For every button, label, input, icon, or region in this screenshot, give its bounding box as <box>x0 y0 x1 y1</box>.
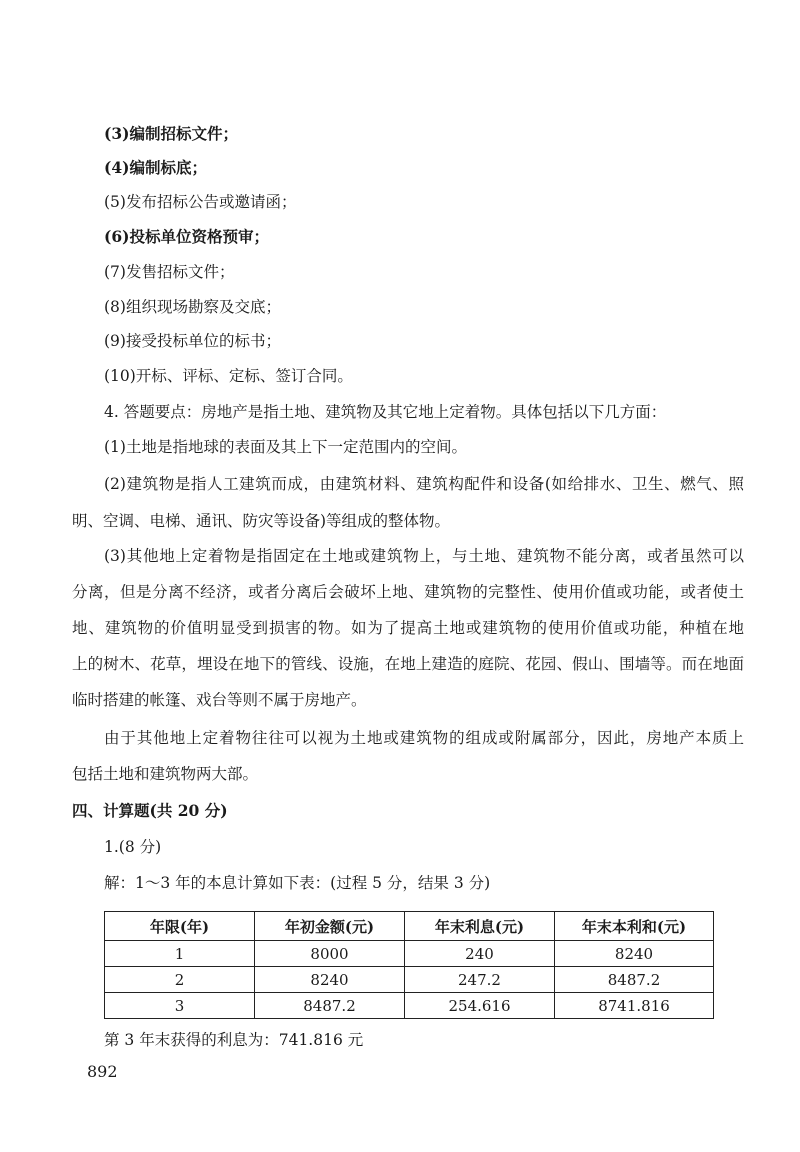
table-cell: 240 <box>405 941 555 967</box>
table-cell: 8487.2 <box>255 993 405 1019</box>
answer-4-item-3-line: (3)其他地上定着物是指固定在土地或建筑物上，与土地、建筑物不能分离，或者虽然可以 <box>104 547 744 565</box>
answer-4-item-2-line: 明、空调、电梯、通讯、防灾等设备)等组成的整体物。 <box>72 512 451 530</box>
answer-4-summary-line: 包括土地和建筑物两大部。 <box>72 765 259 783</box>
table-cell: 8741.816 <box>555 993 714 1019</box>
table-header-cell: 年末本利和(元) <box>555 912 714 941</box>
step-item: (9)接受投标单位的标书； <box>104 332 281 350</box>
step-item: (6)投标单位资格预审； <box>104 227 269 246</box>
section-heading: 四、计算题(共 20 分) <box>72 801 228 820</box>
table-cell: 247.2 <box>405 967 555 993</box>
table-cell: 3 <box>105 993 255 1019</box>
step-item: (8)组织现场勘察及交底； <box>104 298 281 316</box>
conclusion: 第 3 年末获得的利息为：741.816 元 <box>104 1031 364 1049</box>
table-row <box>105 941 714 967</box>
table-header-cell: 年初金额(元) <box>255 912 405 941</box>
answer-4-item-2-line: (2)建筑物是指人工建筑而成，由建筑材料、建筑构配件和设备(如给排水、卫生、燃气、照 <box>104 475 744 493</box>
table-row <box>105 967 714 993</box>
interest-table <box>104 911 714 1019</box>
step-item: (10)开标、评标、定标、签订合同。 <box>104 367 353 385</box>
answer-4-intro: 4. 答题要点：房地产是指土地、建筑物及其它地上定着物。具体包括以下几方面： <box>104 403 667 421</box>
table-cell: 1 <box>105 941 255 967</box>
table-cell: 8240 <box>255 967 405 993</box>
step-item: (5)发布招标公告或邀请函； <box>104 193 297 211</box>
answer-4-item-3-line: 上的树木、花草，埋设在地下的管线、设施，在地上建造的庭院、花园、假山、围墙等。而在地面 <box>72 655 744 673</box>
table-cell: 8000 <box>255 941 405 967</box>
table-cell: 8240 <box>555 941 714 967</box>
step-item: (3)编制招标文件； <box>104 124 238 143</box>
answer-4-item-3-line: 临时搭建的帐篷、戏台等则不属于房地产。 <box>72 691 367 709</box>
solution-intro: 解：1～3 年的本息计算如下表：(过程 5 分，结果 3 分) <box>104 874 491 892</box>
answer-4-summary-line: 由于其他地上定着物往往可以视为土地或建筑物的组成或附属部分，因此，房地产本质上 <box>104 729 744 747</box>
answer-4-item-1: (1)土地是指地球的表面及其上下一定范围内的空间。 <box>104 438 467 456</box>
answer-4-item-3-line: 地、建筑物的价值明显受到损害的物。如为了提高土地或建筑物的使用价值或功能，种植在地 <box>72 619 744 637</box>
table-cell: 8487.2 <box>555 967 714 993</box>
table-header-cell: 年末利息(元) <box>405 912 555 941</box>
answer-4-item-3-line: 分离，但是分离不经济，或者分离后会破坏上地、建筑物的完整性、使用价值或功能，或者使土 <box>72 583 744 601</box>
question-label: 1.(8 分) <box>104 838 162 856</box>
table-row <box>105 993 714 1019</box>
step-item: (4)编制标底； <box>104 158 207 177</box>
step-item: (7)发售招标文件； <box>104 263 235 281</box>
table-cell: 2 <box>105 967 255 993</box>
page-number: 892 <box>87 1062 118 1081</box>
table-cell: 254.616 <box>405 993 555 1019</box>
table-header-row <box>105 912 714 941</box>
table-header-cell: 年限(年) <box>105 912 255 941</box>
